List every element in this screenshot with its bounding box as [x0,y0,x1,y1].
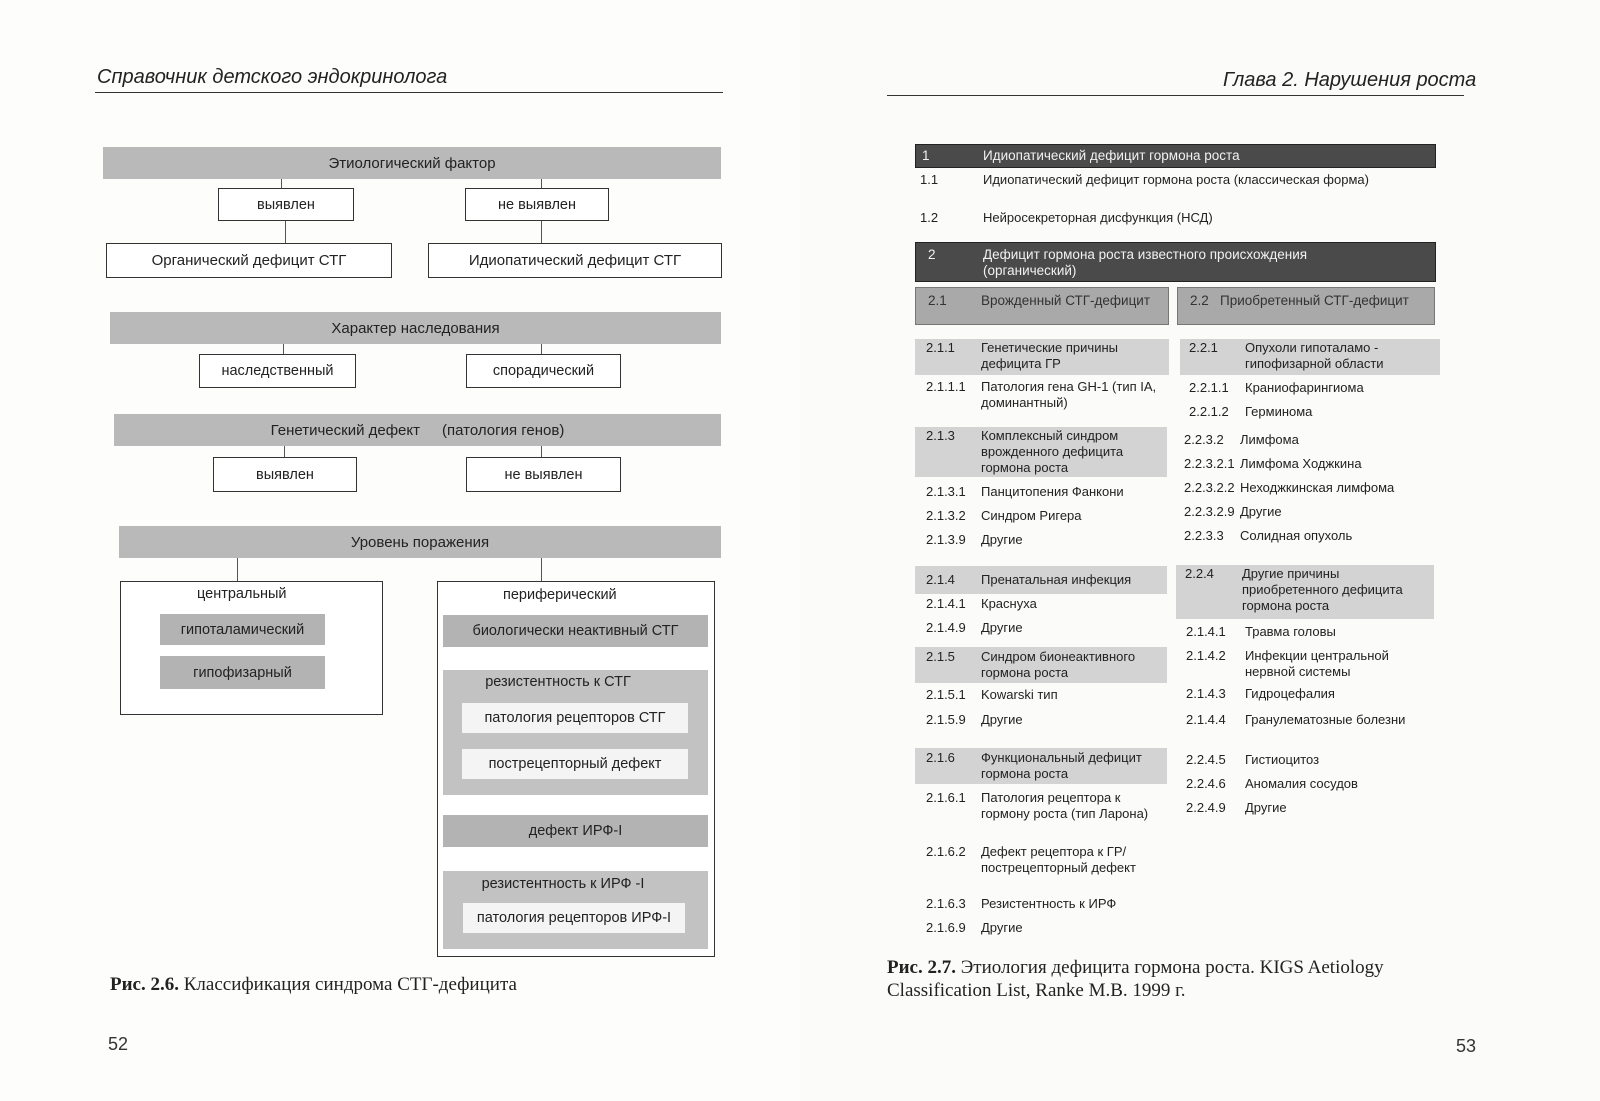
table-row [1184,480,1424,496]
row-text: Неходжкинская лимфома [1240,480,1395,495]
table-row [926,484,1158,500]
row-text: Другие [1240,504,1282,519]
caption-text: Классификация синдрома СТГ-дефицита [183,974,517,995]
section-2-number: 2 [928,247,936,262]
row-text: Инфекции центральной нервной системы [1245,648,1389,679]
connector [237,558,238,582]
genetic-found-box: выявлен [213,457,357,492]
row-number: 2.1.6.3 [926,896,966,911]
row-number: 2.2.3.2.1 [1184,456,1235,471]
row-number: 2.1.6.9 [926,920,966,935]
table-row [926,844,1158,876]
table-row: 1.2 Нейросекреторная дисфункция (НСД) [920,210,1213,225]
table-row [926,596,1158,612]
row-number: 2.1.3.9 [926,532,966,547]
row-text: Дефект рецептора к ГР/пострецепторный дефект [981,844,1136,875]
table-row [1186,624,1426,640]
caption-label: Рис. 2.6. [110,974,179,995]
header-rule-right [887,95,1464,96]
row-text: Другие [981,920,1023,935]
row-text: Герминома [1245,404,1313,419]
caption-text: Этиология дефицита гормона роста. KIGS Aetiology Classification List, Ranke M.B. 1999 г. [887,957,1384,1001]
table-row [1186,648,1426,680]
row-text: Синдром Ригера [981,508,1082,523]
inactive-gh-box: биологически неактивный СТГ [443,615,708,647]
row-number: 2.1.3 [926,428,955,443]
row-number: 2.1.1.1 [926,379,966,394]
table-row [926,508,1158,524]
section-1-header [915,144,1436,168]
table-row [926,896,1158,912]
row-number: 2.2.3.2.9 [1184,504,1235,519]
table-row [1184,432,1424,448]
table-row [1186,752,1426,768]
connector [541,221,542,243]
table-row [1184,528,1424,544]
row-text: Гидроцефалия [1245,686,1335,701]
table-row [926,649,1158,681]
table-row [926,712,1158,728]
row-number: 2.1.4.3 [1186,686,1226,701]
row-text: Гранулематозные болезни [1245,712,1406,727]
table-row [926,750,1158,782]
sporadic-box: спорадический [466,354,621,388]
row-number: 2.1.3.1 [926,484,966,499]
section-1-number: 1 [922,148,930,163]
postreceptor-box: пострецепторный дефект [462,749,688,779]
row-number: 2.2.4.6 [1186,776,1226,791]
table-row [926,379,1158,411]
row-number: 2.1.4.1 [926,596,966,611]
table-row: 1.1 Идиопатический дефицит гормона роста (классическая форма) [920,172,1369,187]
table-row [1189,404,1429,420]
lesion-level-bar: Уровень поражения [119,526,721,558]
figure-caption-left [110,974,517,996]
row-text: Лимфома [1240,432,1299,447]
table-row [1189,340,1429,372]
row-text: Другие [1245,800,1287,815]
peripheral-label: периферический [503,587,617,603]
row-text: Функциональный дефицит гормона роста [981,750,1142,781]
row-number: 2.1.4.2 [1186,648,1226,663]
table-row [926,920,1158,936]
row-text: Патология рецептора к гормону роста (тип Ларона) [981,790,1149,821]
row-number: 2.1.4.1 [1186,624,1226,639]
row-text: Другие причины приобретенного дефицита гормона роста [1242,566,1403,613]
row-text: Патология гена GH-1 (тип IA, доминантный) [981,379,1157,410]
table-row [926,428,1158,476]
etiology-bar: Этиологический фактор [103,147,721,179]
row-number: 2.2.3.3 [1184,528,1224,543]
table-row [1184,504,1424,520]
row-number: 2.2.3.2 [1184,432,1224,447]
row-number: 2.1.6.2 [926,844,966,859]
row-number: 2.1.1 [926,340,955,355]
page-number-right: 53 [1456,1036,1477,1056]
table-row [1186,712,1426,728]
row-number: 2.1.6 [926,750,955,765]
row-number: 2.1.3.2 [926,508,966,523]
table-row [926,687,1158,703]
row-number: 2.2.4 [1185,566,1214,581]
table-row [926,572,1158,588]
congenital-header: 2.1 Врожденный СТГ-дефицит [915,287,1169,325]
header-rule-left [95,92,723,93]
section-2-header [915,242,1436,282]
table-row [1184,456,1424,472]
connector [541,558,542,582]
idiopathic-deficit-box: Идиопатический дефицит СТГ [428,243,722,278]
table-row [926,620,1158,636]
caption-label: Рис. 2.7. [887,957,956,978]
row-number: 2.2.1.2 [1189,404,1229,419]
row-number: 2.2.1 [1189,340,1218,355]
row-number: 2.1.5.9 [926,712,966,727]
section-2-title: Дефицит гормона роста известного происхождения (органический) [983,247,1308,278]
row-number: 2.2.4.9 [1186,800,1226,815]
organic-deficit-box: Органический дефицит СТГ [106,243,392,278]
etiology-not-found-box: не выявлен [465,188,609,221]
connector [285,221,286,243]
acquired-header: 2.2 Приобретенный СТГ-дефицит [1177,287,1435,325]
row-text: Резистентность к ИРФ [981,896,1117,911]
row-text: Другие [981,712,1023,727]
running-head-left: Справочник детского эндокринолога [97,66,448,88]
row-text: Генетические причины дефицита ГР [981,340,1118,371]
genetic-not-found-box: не выявлен [466,457,621,492]
section-1-title: Идиопатический дефицит гормона роста [983,148,1240,163]
row-number: 2.1.4 [926,572,955,587]
table-row [1186,800,1426,816]
igf-receptor-box: патология рецепторов ИРФ-I [463,903,685,933]
row-text: Другие [981,532,1023,547]
row-text: Пренатальная инфекция [981,572,1132,587]
table-row [1186,776,1426,792]
igf-resistance-label: резистентность к ИРФ -I [481,876,645,892]
inheritance-bar: Характер наследования [110,312,721,344]
figure-caption-right [887,956,1487,1002]
table-row [1185,566,1425,614]
gh-resistance-label: резистентность к СТГ [485,674,631,690]
row-number: 2.1.5.1 [926,687,966,702]
row-text: Лимфома Ходжкина [1240,456,1362,471]
row-text: Краснуха [981,596,1037,611]
pituitary-box: гипофизарный [160,656,325,689]
row-number: 2.1.4.4 [1186,712,1226,727]
page-number-left: 52 [108,1034,129,1054]
running-head-right: Глава 2. Нарушения роста [1223,69,1477,91]
table-row [926,532,1158,548]
row-number: 2.2.1.1 [1189,380,1229,395]
row-number: 2.1.6.1 [926,790,966,805]
table-row [926,790,1158,822]
right-page [800,0,1600,1101]
row-text: Опухоли гипоталамо - гипофизарной области [1245,340,1384,371]
row-text: Травма головы [1245,624,1336,639]
igf-defect-box: дефект ИРФ-I [443,815,708,847]
row-text: Краниофарингиома [1245,380,1364,395]
row-number: 2.2.4.5 [1186,752,1226,767]
row-text: Синдром бионеактивного гормона роста [981,649,1136,680]
row-number: 2.2.3.2.2 [1184,480,1235,495]
genetic-defect-bar [114,414,721,446]
row-text: Аномалия сосудов [1245,776,1358,791]
row-text: Комплексный синдром врожденного дефицита гормона роста [981,428,1124,475]
row-text: Гистиоцитоз [1245,752,1320,767]
row-text: Другие [981,620,1023,635]
hereditary-box: наследственный [199,354,356,388]
table-row [1189,380,1429,396]
row-text: Солидная опухоль [1240,528,1353,543]
genetic-defect-subtitle: (патология генов) [442,421,565,439]
row-text: Панцитопения Фанкони [981,484,1124,499]
table-row [1186,686,1426,702]
row-text: Kowarski тип [981,687,1058,702]
row-number: 2.1.4.9 [926,620,966,635]
central-label: центральный [197,586,287,602]
table-row [926,340,1158,372]
row-number: 2.1.5 [926,649,955,664]
hypothalamic-box: гипоталамический [160,614,325,645]
gh-receptor-box: патология рецепторов СТГ [462,703,688,733]
etiology-found-box: выявлен [218,188,354,221]
genetic-defect-title: Генетический дефект [270,421,421,439]
